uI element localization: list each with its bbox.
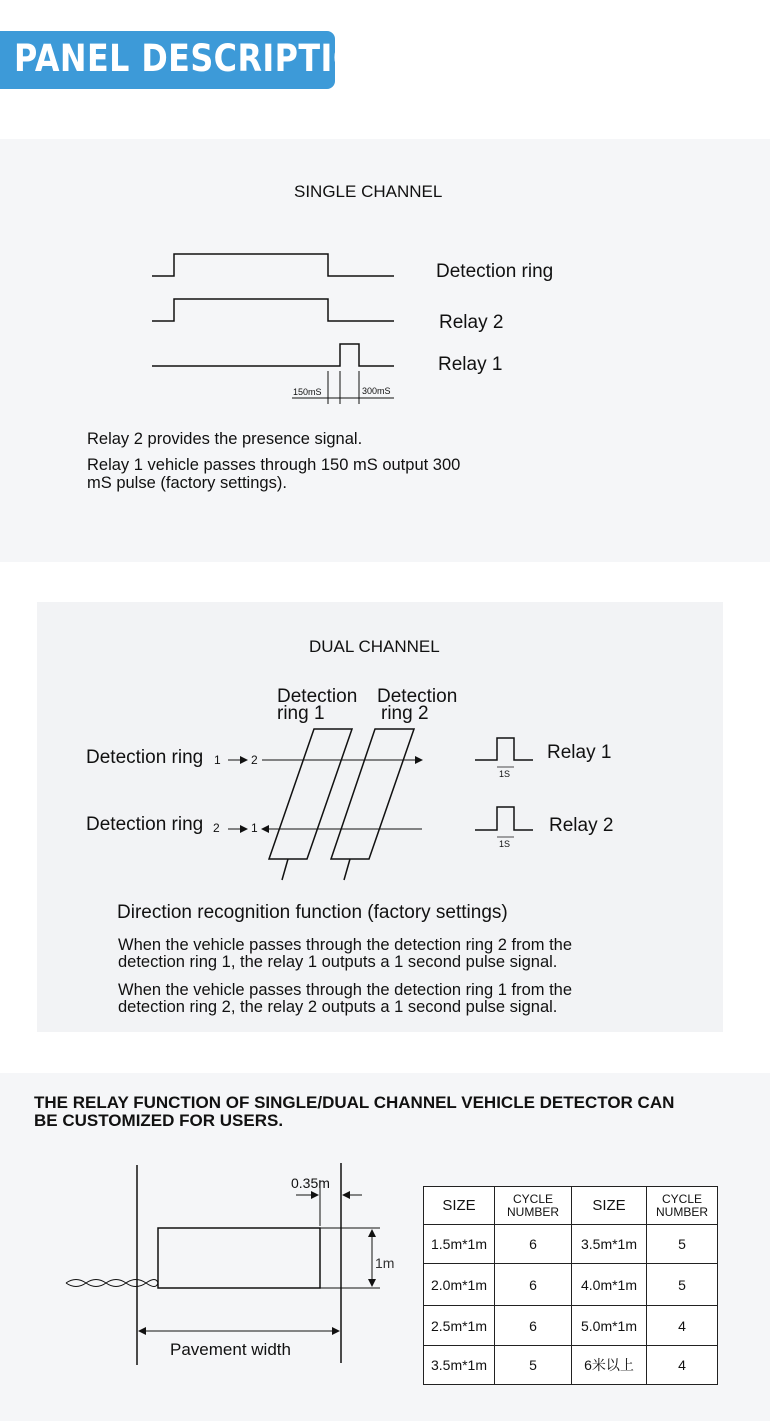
table-row — [424, 1346, 718, 1385]
ring1-label-line1: Detection — [277, 686, 358, 707]
cell-size: 2.5m*1m — [424, 1306, 495, 1346]
pavement-width-label: Pavement width — [170, 1340, 291, 1359]
ring2-label-line2: ring 2 — [381, 703, 429, 724]
dual-p1-line2: detection ring 1, the relay 1 outputs a 1 second pulse signal. — [118, 953, 558, 971]
timing-300ms-label: 300mS — [362, 386, 391, 396]
cell-size: 2.0m*1m — [424, 1264, 495, 1306]
direction-function-title: Direction recognition function (factory settings) — [117, 902, 508, 923]
single-desc-line3: mS pulse (factory settings). — [87, 474, 287, 492]
custom-title-line1: THE RELAY FUNCTION OF SINGLE/DUAL CHANNEL VEHICLE DETECTOR CAN — [34, 1093, 675, 1112]
cell-size: 5.0m*1m — [572, 1306, 647, 1346]
dual-channel-title: DUAL CHANNEL — [309, 637, 440, 656]
ring2-label-line1: Detection — [377, 686, 458, 707]
table-header-row — [424, 1187, 718, 1225]
row2-label: Detection ring — [86, 814, 204, 835]
row2-to: 1 — [251, 821, 258, 835]
detection-ring-label: Detection ring — [436, 261, 554, 282]
row1-label: Detection ring — [86, 747, 204, 768]
table-row — [424, 1225, 718, 1264]
single-desc-line2: Relay 1 vehicle passes through 150 mS output 300 — [87, 456, 461, 474]
table-row — [424, 1306, 718, 1346]
cell-cycle: 5 — [647, 1225, 718, 1264]
header-cycle-number: CYCLE NUMBER — [495, 1187, 572, 1225]
relay1-pulse-width: 1S — [499, 769, 511, 779]
cycle-number-table — [423, 1186, 718, 1385]
twisted-lead-wire — [66, 1280, 158, 1287]
cell-size: 6米以上 — [572, 1346, 647, 1385]
page-title: PANEL DESCRIPTION — [14, 37, 388, 80]
relay2-pulse-width: 1S — [499, 839, 511, 849]
row1-to: 2 — [251, 753, 258, 767]
dual-relay1-label: Relay 1 — [547, 742, 612, 763]
cell-cycle: 4 — [647, 1306, 718, 1346]
header-size: SIZE — [424, 1187, 495, 1225]
dual-relay2-label: Relay 2 — [549, 815, 614, 836]
dim-gap-label: 0.35m — [291, 1175, 330, 1191]
cell-cycle: 5 — [495, 1346, 572, 1385]
header-size-2: SIZE — [572, 1187, 647, 1225]
relay2-label: Relay 2 — [439, 312, 504, 333]
timing-150ms-label: 150mS — [293, 387, 322, 397]
cell-size: 4.0m*1m — [572, 1264, 647, 1306]
cell-cycle: 6 — [495, 1264, 572, 1306]
loop-rectangle — [158, 1228, 320, 1288]
cell-cycle: 5 — [647, 1264, 718, 1306]
dual-p2-line2: detection ring 2, the relay 2 outputs a 1 second pulse signal. — [118, 998, 558, 1016]
custom-title-line2: BE CUSTOMIZED FOR USERS. — [34, 1111, 284, 1130]
ring1-label-line2: ring 1 — [277, 703, 325, 724]
cell-size: 3.5m*1m — [572, 1225, 647, 1264]
cell-size: 1.5m*1m — [424, 1225, 495, 1264]
table-row — [424, 1264, 718, 1306]
row1-from: 1 — [214, 753, 221, 767]
single-desc-line1: Relay 2 provides the presence signal. — [87, 430, 363, 448]
dim-height-label: 1m — [375, 1255, 395, 1271]
cell-cycle: 6 — [495, 1306, 572, 1346]
relay1-label: Relay 1 — [438, 354, 503, 375]
dual-p1-line1: When the vehicle passes through the detection ring 2 from the — [118, 936, 573, 954]
header-cycle-number-2: CYCLE NUMBER — [647, 1187, 718, 1225]
cell-cycle: 4 — [647, 1346, 718, 1385]
single-channel-title: SINGLE CHANNEL — [294, 182, 443, 201]
cell-cycle: 6 — [495, 1225, 572, 1264]
cell-size: 3.5m*1m — [424, 1346, 495, 1385]
row2-from: 2 — [213, 821, 220, 835]
dual-p2-line1: When the vehicle passes through the detection ring 1 from the — [118, 981, 573, 999]
